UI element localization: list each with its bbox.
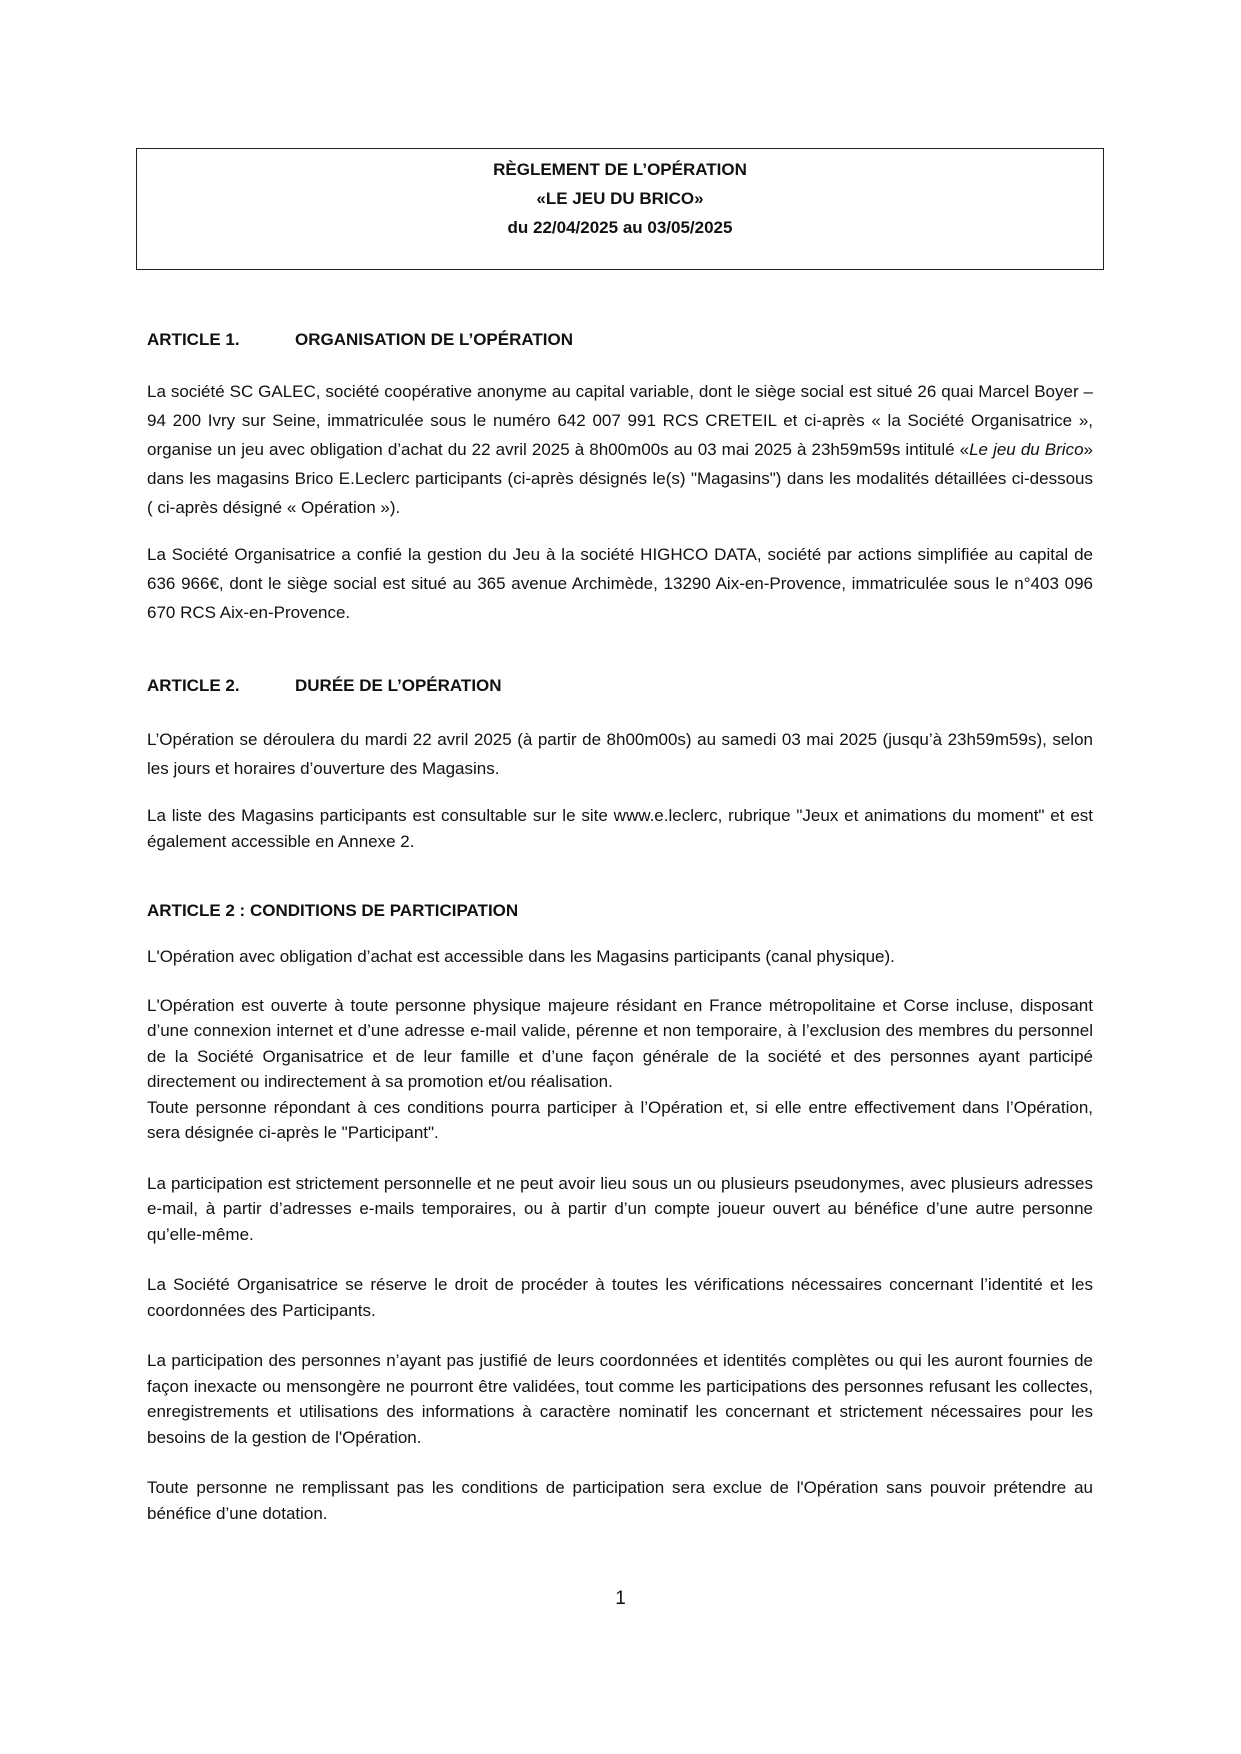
article-2-heading <box>147 673 1093 699</box>
conditions-paragraph-1: L'Opération avec obligation d’achat est accessible dans les Magasins participants (canal physique). <box>147 947 895 966</box>
document-body <box>147 327 1093 1526</box>
article-1-paragraph-2: La Société Organisatrice a confié la gestion du Jeu à la société HIGHCO DATA, société par actions simplifiée au capital de 636 966€, dont le siège social est situé au 365 avenue Archimède, 13290 Aix-en-Provence, immatriculée sous le n°403 096 670 RCS Aix-en-Provence. <box>147 545 1093 622</box>
page-number: 1 <box>615 1588 626 1609</box>
conditions-paragraph-7: Toute personne ne remplissant pas les conditions de participation sera exclue de l'Opération sans pouvoir prétendre au bénéfice d’une dotation. <box>147 1478 1093 1523</box>
title-line-2: «LE JEU DU BRICO» <box>536 189 704 208</box>
article-2-conditions-heading: ARTICLE 2 : CONDITIONS DE PARTICIPATION <box>147 901 519 920</box>
article-1-number: ARTICLE 1. <box>147 330 240 349</box>
article-2-paragraph-1: L’Opération se déroulera du mardi 22 avril 2025 (à partir de 8h00m00s) au samedi 03 mai 2025 (jusqu’à 23h59m59s), selon les jours et horaires d’ouverture des Magasins. <box>147 730 1093 778</box>
title-box <box>136 148 1104 270</box>
conditions-paragraph-2: L'Opération est ouverte à toute personne physique majeure résidant en France métropolitaine et Corse incluse, disposant d’une connexion internet et d’une adresse e-mail valide, pérenne et non temporaire, à l’exclusion des membres du personnel de la Société Organisatrice et de leur famille et d’une façon générale de la société et des personnes ayant participé directement ou indirectement à sa promotion et/ou réalisation. <box>147 995 1093 1091</box>
article-1-title: ORGANISATION DE L’OPÉRATION <box>295 330 573 349</box>
article-2-number: ARTICLE 2. <box>147 676 240 695</box>
conditions-paragraph-4: La participation est strictement personnelle et ne peut avoir lieu sous un ou plusieurs pseudonymes, avec plusieurs adresses e-mail, à partir d’adresses e-mails temporaires, ou à partir d’un compte joueur ouvert au bénéfice d’une autre personne qu’elle-même. <box>147 1173 1093 1244</box>
article-2-paragraph-2: La liste des Magasins participants est consultable sur le site www.e.leclerc, rubrique "Jeux et animations du moment" et est également accessible en Annexe 2. <box>147 806 1093 851</box>
article-1-paragraph-1: La société SC GALEC, société coopérative anonyme au capital variable, dont le siège social est situé 26 quai Marcel Boyer – 94 200 Ivry sur Seine, immatriculée sous le numéro 642 007 991 RCS CRETEIL et ci-après « la Société Organisatrice », organise un jeu avec obligation d’achat du 22 avril 2025 à 8h00m00s au 03 mai 2025 à 23h59m59s intitulé «Le jeu du Brico» dans les magasins Brico E.Leclerc participants (ci-après désignés le(s) "Magasins") dans les modalités détaillées ci-dessous ( ci-après désigné « Opération »). <box>147 382 1093 517</box>
conditions-paragraph-3: Toute personne répondant à ces conditions pourra participer à l’Opération et, si elle entre effectivement dans l’Opération, sera désignée ci-après le "Participant". <box>147 1097 1093 1142</box>
conditions-paragraph-6: La participation des personnes n’ayant pas justifié de leurs coordonnées et identités complètes ou qui les auront fournies de façon inexacte ou mensongère ne pourront être validées, tout comme les participations des personnes refusant les collectes, enregistrements et utilisations des informations à caractère nominatif les concernant et strictement nécessaires pour les besoins de la gestion de l'Opération. <box>147 1351 1093 1447</box>
title-line-1: RÈGLEMENT DE L’OPÉRATION <box>493 160 747 179</box>
game-name-italic: Le jeu du Brico <box>969 440 1084 459</box>
article-2-title: DURÉE DE L’OPÉRATION <box>295 676 502 695</box>
conditions-paragraph-5: La Société Organisatrice se réserve le droit de procéder à toutes les vérifications nécessaires concernant l’identité et les coordonnées des Participants. <box>147 1275 1093 1320</box>
title-line-3: du 22/04/2025 au 03/05/2025 <box>507 218 733 237</box>
article-1-heading <box>147 327 1093 353</box>
